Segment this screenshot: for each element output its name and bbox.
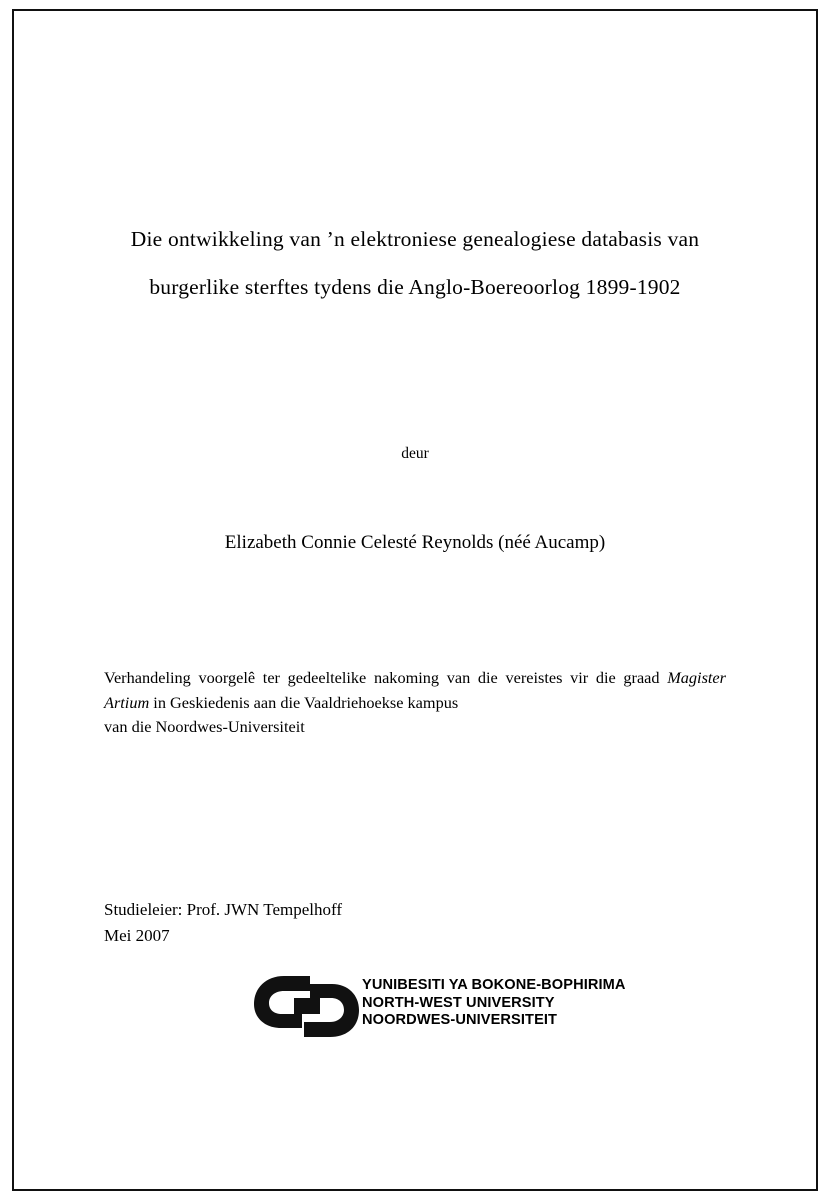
page-title <box>100 215 730 311</box>
university-logo-text <box>362 977 626 1030</box>
statement-part-3: van die Noordwes-Universiteit <box>104 717 305 736</box>
by-label: deur <box>401 445 429 462</box>
degree-name: Magister Artium <box>104 668 726 712</box>
date-line: Mei 2007 <box>104 926 170 945</box>
title-page-content <box>100 9 730 1191</box>
logo-line-3: NOORDWES-UNIVERSITEIT <box>362 1012 558 1029</box>
statement-part-2: in Geskiedenis aan die Vaaldriehoekse kampus <box>149 692 459 712</box>
statement-part-1: Verhandeling voorgelê ter gedeeltelike nakoming van die vereistes vir die graad <box>104 668 668 687</box>
supervisor-block <box>104 897 604 949</box>
author-name: Elizabeth Connie Celesté Reynolds (néé Aucamp) <box>224 532 606 553</box>
degree-statement <box>104 666 726 740</box>
university-logo <box>250 972 730 1057</box>
title-line-2: burgerlike sterftes tydens die Anglo-Boereoorlog 1899-1902 <box>149 275 681 299</box>
nwu-logo-mark-icon <box>250 974 362 1052</box>
supervisor-line: Studieleier: Prof. JWN Tempelhoff <box>104 900 343 919</box>
title-line-1: Die ontwikkeling van ’n elektroniese genealogiese databasis van <box>130 227 700 251</box>
logo-line-1: YUNIBESITI YA BOKONE-BOPHIRIMA <box>362 977 626 993</box>
logo-line-2: NORTH-WEST UNIVERSITY <box>362 994 555 1011</box>
